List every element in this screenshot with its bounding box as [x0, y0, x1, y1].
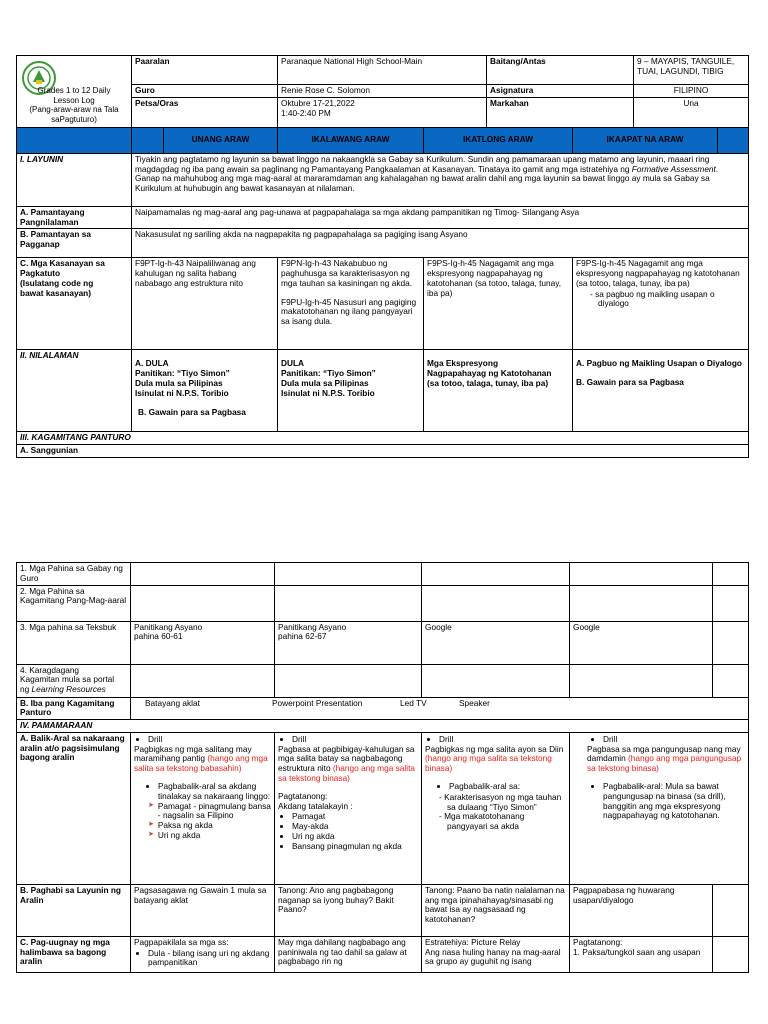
markahan-label: Markahan [487, 97, 634, 127]
list-item: Led TV [400, 697, 427, 708]
arrow-bullet-icon: ➤ [148, 821, 154, 829]
guro-value: Renie Rose C. Solomon [278, 85, 487, 98]
kagamitan-label: III. KAGAMITANG PANTURO [17, 432, 749, 445]
pag-uugnay-label: C. Pag-uugnay ng mga halimbawa sa bagong aralin [17, 936, 131, 972]
list-item: Speaker [459, 697, 490, 708]
iba-kagamitan-label: B. Iba pang Kagamitang Panturo [17, 697, 131, 720]
teksbuk-d2: Panitikang Asyano pahina 62-67 [275, 621, 422, 664]
paghabi-d4: Pagpapabasa ng huwarang usapan/diyalogo [570, 884, 713, 936]
list-item: • Drill [148, 735, 271, 745]
lesson-log-procedure-table [16, 562, 749, 973]
balik-aral-d1: • Drill Pagbigkas ng mga salitang may maramihang pantig (hango ang mga salita sa tekstong babasahin) • Pagbabalik-aral sa akdang tinalakay sa nakaraang linggo: ➤ Pamagat - pinagmulang bansa - nagsalin sa Filipino ➤ Paksa ng akda ➤ Uri ng akda [131, 732, 275, 884]
list-item: • May-akda [292, 822, 418, 832]
day-header-1: UNANG ARAW [164, 127, 278, 153]
list-item: • Pagbabalik-aral sa akdang tinalakay sa nakaraang linggo: [158, 782, 271, 802]
paaralan-value: Paranaque National High School-Main [278, 56, 487, 85]
kagamitan-mag-aaral-label: 2. Mga Pahina sa Kagamitang Pang-Mag-aaral [17, 585, 131, 621]
teksbuk-d3: Google [422, 621, 570, 664]
list-item: • Bansang pinagmulan ng akda [292, 842, 418, 852]
list-item: - Mga makatotohanang pangyayari sa akda [447, 812, 566, 832]
list-item: • Pagbabalik-aral sa: [449, 782, 566, 792]
day-header-4: IKAAPAT NA ARAW [573, 127, 718, 153]
list-item: Powerpoint Presentation [272, 697, 363, 708]
nilalaman-d2: DULA Panitikan: “Tiyo Simon” Dula mula sa Pilipinas Isinulat ni N.P.S. Toribio [278, 350, 424, 432]
list-item: • Pamagat [292, 812, 418, 822]
arrow-bullet-icon: ➤ [148, 830, 154, 838]
paghabi-d1: Pagsasagawa ng Gawain 1 mula sa batayang aklat [131, 884, 275, 936]
nilalaman-d3: Mga Ekspresyong Nagpapahayag ng Katotohanan (sa totoo, talaga, tunay, iba pa) [424, 350, 573, 432]
nilalaman-label: II. NILALAMAN [17, 350, 132, 432]
asignatura-label: Asignatura [487, 85, 634, 98]
baitang-value: 9 – MAYAPIS, TANGUILE, TUAI, LAGUNDI, TIBIG [634, 56, 749, 85]
paghabi-d2: Tanong: Ano ang pagbabagong naganap sa iyong buhay? Bakit Paano? [275, 884, 422, 936]
layunin-text: Tiyakin ang pagtatamo ng layunin sa bawat linggo na nakaangkla sa Gabay sa Kurikulum. Sundin ang pamamaraan upang matamo ang layunin, maaari ring magdagdag ng iba pang awain sa paglinang ng Pamantayang Pangkaalaman at Kasanayan. Tinataya ito gamit ang mga istratehiya ng Formative Assessment. Ganap na mahuhubog ang mga mag-aaral at mararamdaman ang kahalagahan ng bawat aralin dahil ang mga layunin sa bawat linggo ay mula sa Gabay sa Kurikulum at huhubugin ang bawat kasanayan at nilalaman. [132, 153, 749, 206]
list-item: • Drill [292, 735, 418, 745]
balik-aral-d3: • Drill Pagbigkas ng mga salita ayon sa Diin (hango ang mga salita sa tekstong binasa) • Pagbabalik-aral sa: - Karakterisasyon ng mga tauhan sa dulaang “Tiyo Simon” - Mga makatotohanang pangyayari sa akda [422, 732, 570, 884]
petsa-time: 1:40-2:40 PM [281, 107, 331, 118]
title-line: Lesson Log [53, 95, 95, 105]
petsa-dates: Oktubre 17-21,2022 [281, 97, 355, 108]
list-item: • Dula - bilang isang uri ng akdang pampanitikan [148, 949, 271, 969]
list-item: - sa pagbuo ng maikling usapan o diyalogo [598, 290, 745, 310]
kasanayan-label: C. Mga Kasanayan sa Pagkatuto (Isulatang code ng bawat kasanayan) [17, 258, 132, 350]
pag-uugnay-d1: Pagpapakilala sa mga ss: • Dula - bilang isang uri ng akdang pampanitikan [131, 936, 275, 972]
balik-aral-d2: • Drill Pagbasa at pagbibigay-kahulugan sa mga salita batay sa nagbabagong estruktura nito (hango ang mga salita sa tekstong binasa) Pagtatanong: Akdang tatalakayin : • Pamagat • May-akda • Uri ng akda • Bansang pinagmulan ng akda [275, 732, 422, 884]
balik-aral-d4: • Drill Pagbasa sa mga pangungusap nang may damdamin (hango ang mga pangungusap sa tekstong binasa) • Pagbabalik-aral: Mula sa bawat pangungusap na binasa (sa drill), banggitin ang mga ekspresyong nagpapahayag ng katotohanan. [570, 732, 749, 884]
teksbuk-d4: Google [570, 621, 713, 664]
iba-kagamitan-items [131, 697, 749, 720]
guro-label: Guro [132, 85, 278, 98]
sanggunian-label: A. Sanggunian [17, 445, 749, 458]
list-item: • Drill [603, 735, 745, 745]
nilalaman-d4: A. Pagbuo ng Maikling Usapan o Diyalogo B. Gawain para sa Pagbasa [573, 350, 749, 432]
kasanayan-d2: F9PN-Ig-h-43 Nakabubuo ng paghuhusga sa karakterisasyon ng mga tauhan sa kasiningan ng akda. F9PU-Ig-h-45 Nasusuri ang pagiging makatotohanan ng ilang pangyayari sa isang dula. [278, 258, 424, 350]
markahan-value: Una [634, 97, 749, 127]
day-header-2: IKALAWANG ARAW [278, 127, 424, 153]
pag-uugnay-d4: Pagtatanong: 1. Paksa/tungkol saan ang usapan [570, 936, 713, 972]
title-cell [17, 56, 132, 128]
title-line: Grades 1 to 12 Daily [37, 86, 111, 95]
kasanayan-d1: F9PT-Ig-h-43 Naipaliliwanag ang kahulugan ng salita habang nababago ang estruktura nito [132, 258, 278, 350]
pamantayang-pangnilalaman-label: A. Pamantayang Pangnilalaman [17, 206, 132, 229]
paghabi-label: B. Paghabi sa Layunin ng Aralin [17, 884, 131, 936]
paaralan-label: Paaralan [132, 56, 278, 85]
petsa-value [278, 97, 487, 127]
day-header-spacer [132, 127, 164, 153]
title-line: saPagtuturo) [51, 114, 97, 124]
list-item: • Pagbabalik-aral: Mula sa bawat pangungusap na binasa (sa drill), banggitin ang mga ekspresyong nagpapahayag ng katotohanan. [603, 782, 745, 821]
baitang-label: Baitang/Antas [487, 56, 634, 85]
pamamaraan-label: IV. PAMAMARAAN [17, 720, 749, 733]
day-header-end [718, 127, 749, 153]
asignatura-value: FILIPINO [634, 85, 749, 98]
list-item: • Uri ng akda [292, 832, 418, 842]
pamantayan-pagganap-label: B. Pamantayan sa Pagganap [17, 229, 132, 258]
balik-aral-label: A. Balik-Aral sa nakaraang aralin at/o pagsisimulang bagong aralin [17, 732, 131, 884]
kasanayan-d4: F9PS-Ig-h-45 Nagagamit ang mga ekspresyong nagpapahayag ng katotohanan (sa totoo, talaga, tunay, iba pa) - sa pagbuo ng maikling usapan o diyalogo [573, 258, 749, 350]
petsa-label: Petsa/Oras [132, 97, 278, 127]
kasanayan-d3: F9PS-Ig-h-45 Nagagamit ang mga ekspresyong nagpapahayag ng katotohanan (sa totoo, talaga, tunay, iba pa) [424, 258, 573, 350]
pag-uugnay-d3: Estratehiya: Picture Relay Ang nasa huling hanay na mag-aaral sa grupo ay guguhit ng isang [422, 936, 570, 972]
pamantayan-pagganap-text: Nakasusulat ng sariling akda na nagpapakita ng pagpapahalaga sa pagiging isang Asyano [132, 229, 749, 258]
arrow-bullet-icon: ➤ [148, 801, 154, 809]
teksbuk-d1: Panitikang Asyano pahina 60-61 [131, 621, 275, 664]
lesson-log-header-table [16, 55, 749, 458]
list-item: - Karakterisasyon ng mga tauhan sa dulaang “Tiyo Simon” [447, 793, 566, 813]
layunin-label: I. LAYUNIN [17, 153, 132, 206]
gabay-label: 1. Mga Pahina sa Gabay ng Guro [17, 563, 131, 586]
paghabi-d3: Tanong: Paano ba natin nalalaman na ang mga ipinahahayag/sinasabi ng bawat isa ay nagsasaad ng katotohanan? [422, 884, 570, 936]
teksbuk-label: 3. Mga pahina sa Teksbuk [17, 621, 131, 664]
pag-uugnay-d2: May mga dahilang nagbabago ang paniniwala ng tao dahil sa galaw at pagbabago rin ng [275, 936, 422, 972]
pamantayang-pangnilalaman-text: Naipamamalas ng mag-aaral ang pag-unawa at pagpapahalaga sa mga akdang pampanitikan ng Timog- Silangang Asya [132, 206, 749, 229]
title-line: (Pang-araw-araw na Tala [29, 105, 119, 115]
day-header-blank [17, 127, 132, 153]
nilalaman-d1: A. DULA Panitikan: “Tiyo Simon” Dula mula sa Pilipinas Isinulat ni N.P.S. Toribio B. Gawain para sa Pagbasa [132, 350, 278, 432]
list-item: • Drill [439, 735, 566, 745]
karagdagan-label: 4. Karagdagang Kagamitan mula sa portal ng Learning Resources [17, 664, 131, 697]
day-header-3: IKATLONG ARAW [424, 127, 573, 153]
list-item: Batayang aklat [145, 697, 200, 708]
